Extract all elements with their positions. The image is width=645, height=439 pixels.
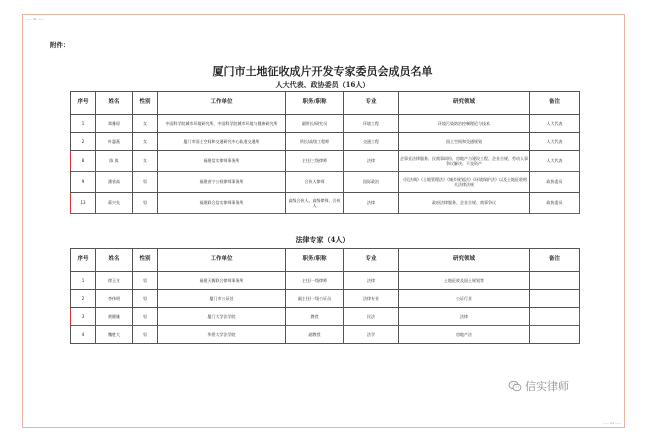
cell-unit: 中国科学院城市环境研究所、中国科学院城市环境与健康研究所 <box>158 115 286 133</box>
cell-no: 2 <box>71 290 96 308</box>
cell-major: 法律 <box>344 151 399 172</box>
header-field: 研究领域 <box>399 249 530 272</box>
cell-note <box>530 290 580 308</box>
header-major: 专业 <box>344 249 399 272</box>
cell-field: 《民法典》《土地管理法》《城乡规划法》《环境保护法》以及土地征收相关法律法规 <box>399 172 530 193</box>
header-field: 研究领域 <box>399 92 530 115</box>
cell-title: 所长/高级工程师 <box>286 133 344 151</box>
section1-table <box>70 91 580 214</box>
cell-title: 教授 <box>286 308 344 326</box>
cell-major: 交通工程 <box>344 133 399 151</box>
cell-unit: 福建省宁公权律师事务所 <box>158 172 286 193</box>
cell-field: 环境污染防治控制理论与技术 <box>399 115 530 133</box>
cell-gender: 男 <box>133 193 158 214</box>
cell-title: 副主任/一级公证员 <box>286 290 344 308</box>
cell-note <box>530 308 580 326</box>
table-row <box>71 115 580 133</box>
header-note: 备注 <box>530 92 580 115</box>
watermark-text: 信实律师 <box>525 380 569 393</box>
cell-unit: 华侨大学法学院 <box>158 326 286 344</box>
table-row-highlighted <box>71 308 580 326</box>
cell-name: 徐玉支 <box>96 272 133 290</box>
cell-no: 4 <box>71 326 96 344</box>
cell-gender: 男 <box>133 290 158 308</box>
cell-no: 9 <box>71 172 96 193</box>
cell-gender: 男 <box>133 272 158 290</box>
cell-note: 政协委员 <box>530 172 580 193</box>
cell-note <box>530 272 580 290</box>
corner-mark-top-left: —— 01 —— <box>26 17 44 21</box>
cell-title: 副所长/研究员 <box>286 115 344 133</box>
cell-title: 主任/一级律师 <box>286 272 344 290</box>
table-row <box>71 326 580 344</box>
cell-gender: 女 <box>133 115 158 133</box>
cell-field: 企事业法律服务、民商事纠纷、房地产与建设工程、企业合规、劳动人事争议解决、不良资产 <box>399 151 530 172</box>
cell-no: 13 <box>71 193 96 214</box>
header-gender: 性别 <box>133 249 158 272</box>
cell-gender: 女 <box>133 151 158 172</box>
header-name: 姓名 <box>96 92 133 115</box>
cell-note: 政协委员 <box>530 193 580 214</box>
cell-no: 8 <box>71 151 96 172</box>
cell-gender: 男 <box>133 326 158 344</box>
cell-unit: 福建信实律师事务所 <box>158 151 286 172</box>
cell-name: 李伟明 <box>96 290 133 308</box>
header-name: 姓名 <box>96 249 133 272</box>
cell-major: 法律专业 <box>344 290 399 308</box>
cell-field: 房地产法 <box>399 326 530 344</box>
cell-unit: 福建联合信实律师事务所 <box>158 193 286 214</box>
cell-name: 陈 岚 <box>96 151 133 172</box>
header-no: 序号 <box>71 249 96 272</box>
section1-header-row <box>71 92 580 115</box>
section1-title: 人大代表、政协委员（16人） <box>275 80 370 89</box>
header-major: 专业 <box>344 92 399 115</box>
cell-field: 国土空间和交通规划 <box>399 133 530 151</box>
cell-gender: 男 <box>133 308 158 326</box>
cell-major: 法学 <box>344 326 399 344</box>
header-unit: 工作单位 <box>158 249 286 272</box>
cell-unit: 厦门市公证处 <box>158 290 286 308</box>
cell-unit: 厦门大学法学院 <box>158 308 286 326</box>
table-row <box>71 133 580 151</box>
cell-title: 副教授 <box>286 326 344 344</box>
cell-field: 公证行业 <box>399 290 530 308</box>
section2-table <box>70 248 580 344</box>
header-no: 序号 <box>71 92 96 115</box>
cell-note: 人大代表 <box>530 115 580 133</box>
cell-name: 黄健雄 <box>96 308 133 326</box>
section2-header-row <box>71 249 580 272</box>
cell-no: 3 <box>71 308 96 326</box>
cell-note <box>530 326 580 344</box>
cell-no: 2 <box>71 133 96 151</box>
header-note: 备注 <box>530 249 580 272</box>
header-unit: 工作单位 <box>158 92 286 115</box>
watermark <box>508 378 569 394</box>
table-row <box>71 272 580 290</box>
cell-major: 法律 <box>344 193 399 214</box>
cell-no: 1 <box>71 272 96 290</box>
cell-major: 环境工程 <box>344 115 399 133</box>
table-row <box>71 290 580 308</box>
header-title: 职务/职称 <box>286 92 344 115</box>
cell-gender: 男 <box>133 172 158 193</box>
cell-major: 民法 <box>344 308 399 326</box>
table-row-highlighted <box>71 151 580 172</box>
cell-title: 合伙人律师 <box>286 172 344 193</box>
cell-unit: 厦门市国土空间和交通研究中心轨道交通所 <box>158 133 286 151</box>
cell-title: 主任/三级律师 <box>286 151 344 172</box>
cell-gender: 女 <box>133 133 158 151</box>
cell-title: 高级合伙人、高级律师、合伙人 <box>286 193 344 214</box>
cell-field: 政府法律服务、企业合规、商事争议 <box>399 193 530 214</box>
wechat-icon <box>508 380 522 392</box>
cell-major: 国际政治 <box>344 172 399 193</box>
cell-field: 土地征收及国土规划等 <box>399 272 530 290</box>
cell-note: 人大代表 <box>530 151 580 172</box>
section2-title: 法律专家（4人） <box>295 235 350 244</box>
cell-major: 法律 <box>344 272 399 290</box>
header-title: 职务/职称 <box>286 249 344 272</box>
cell-unit: 福建天衡联合律师事务所 <box>158 272 286 290</box>
corner-mark-bottom-right: —— 01 —— <box>603 421 621 425</box>
attachment-label: 附件： <box>50 41 70 49</box>
cell-note: 人大代表 <box>530 133 580 151</box>
cell-name: 蒋兴先 <box>96 193 133 214</box>
document-title: 厦门市土地征收成片开发专家委员会成员名单 <box>212 65 433 78</box>
cell-name: 潘省高 <box>96 172 133 193</box>
header-gender: 性别 <box>133 92 158 115</box>
cell-name: 叶惠燕 <box>96 133 133 151</box>
cell-field: 法律 <box>399 308 530 326</box>
table-row <box>71 172 580 193</box>
table-row-highlighted <box>71 193 580 214</box>
cell-name: 魏胜大 <box>96 326 133 344</box>
cell-name: 郑雅琼 <box>96 115 133 133</box>
cell-no: 1 <box>71 115 96 133</box>
